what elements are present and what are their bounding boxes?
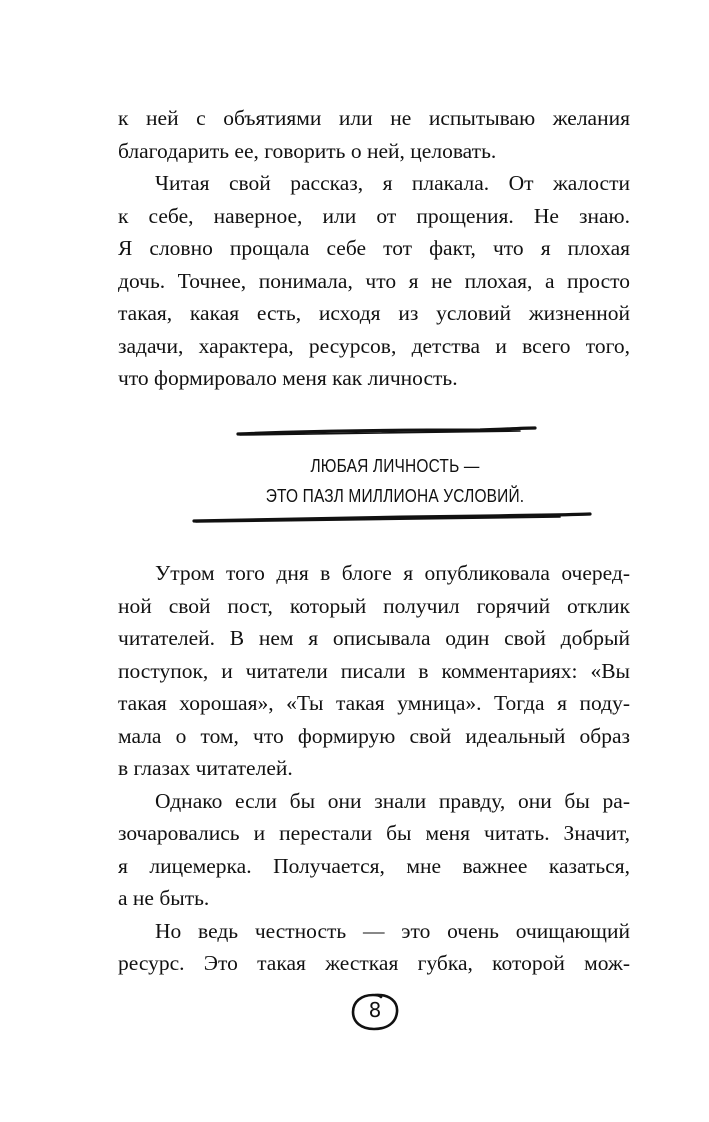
text-line: благодарить ее, говорить о ней, целовать. [118,138,497,163]
page-number-value: 8 [368,998,382,1022]
text-line: я лицемерка. Получается, мне важнее казаться, [118,853,630,878]
text-line: а не быть. [118,886,210,910]
text-line: Но ведь честность — это очень очищающий [155,918,630,943]
text-line: задачи, характера, ресурсов, детства и всего того, [118,333,630,358]
text-line: Утром того дня в блоге я опубликовала очеред- [155,561,630,585]
text-line: читателей. В нем я описывала один свой добрый [118,626,630,650]
brush-rule-top [190,425,600,439]
quote-line-1: ЛЮБАЯ ЛИЧНОСТЬ — [310,456,480,476]
pull-quote [190,425,600,530]
text-line: в глазах читателей. [118,756,293,780]
text-line: Я словно прощала себе тот факт, что я плохая [118,236,630,260]
text-line: ной свой пост, который получил горячий отклик [118,593,630,618]
quote-line-2: ЭТО ПАЗЛ МИЛЛИОНА УСЛОВИЙ. [265,486,525,506]
text-line: зочаровались и перестали бы меня читать. Значит, [118,821,630,845]
text-line: такая, какая есть, исходя из условий жизненной [118,301,630,325]
text-line: что формировало меня как личность. [118,366,458,390]
text-line: такая хорошая», «Ты такая умница». Тогда я поду- [118,691,630,715]
text-line: поступок, и читатели писали в комментариях: «Вы [118,658,630,683]
text-line: к ней с объятиями или не испытываю желания [118,106,630,130]
text-line: к себе, наверное, или от прощения. Не знаю. [118,203,630,228]
text-line: мала о том, что формирую свой идеальный образ [118,723,630,748]
brush-rule-bottom [190,511,600,525]
quote-text [219,451,572,511]
text-line: Однако если бы они знали правду, они бы ра- [155,788,630,813]
page-number [350,992,400,1032]
body-text-top [118,102,630,395]
text-line: дочь. Точнее, понимала, что я не плохая, а просто [118,268,630,293]
body-text-bottom [118,557,630,980]
text-line: ресурс. Это такая жесткая губка, которой мож- [118,951,630,975]
text-line: Читая свой рассказ, я плакала. От жалости [155,171,630,195]
